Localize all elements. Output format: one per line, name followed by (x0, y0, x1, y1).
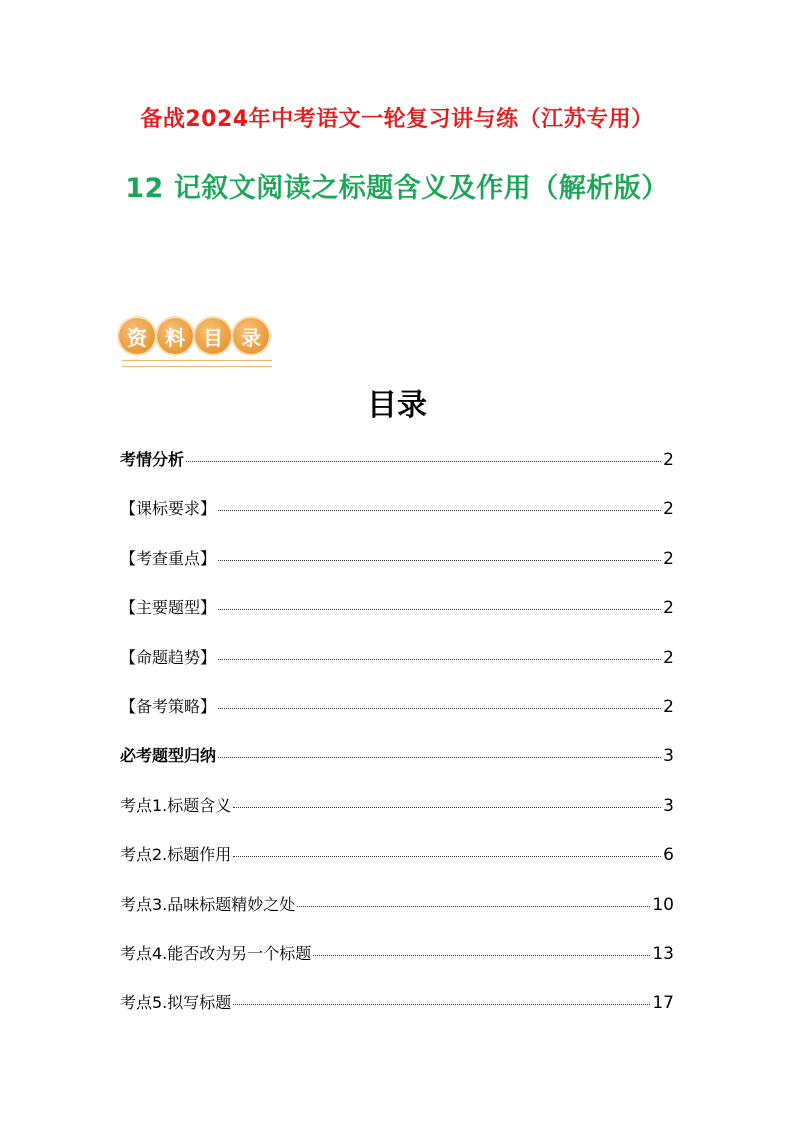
series-title: 备战2024年中考语文一轮复习讲与练（江苏专用） (140, 107, 654, 132)
toc-entry-label: 考点1.标题含义 (120, 795, 232, 815)
toc-entry[interactable] (120, 447, 674, 496)
toc-entry-label: 考点5.拟写标题 (120, 993, 232, 1013)
toc-entry-page: 6 (663, 845, 674, 866)
dot-leader (297, 906, 650, 907)
dot-leader (313, 955, 650, 956)
dot-leader (218, 609, 661, 610)
toc-entry-label: 【命题趋势】 (120, 647, 217, 667)
dot-leader (218, 659, 661, 660)
toc-entry[interactable] (120, 743, 674, 792)
dot-leader (186, 461, 661, 462)
toc-entry[interactable] (120, 793, 674, 842)
toc-entry[interactable] (120, 645, 674, 694)
dot-leader (218, 510, 661, 511)
toc-entry[interactable] (120, 990, 674, 1039)
toc-entry-page: 10 (652, 894, 674, 915)
toc-entry-label: 【备考策略】 (120, 696, 217, 716)
toc-heading: 目录 (367, 388, 427, 423)
toc-entry-label: 考点4.能否改为另一个标题 (120, 943, 312, 963)
toc-entry-label: 考情分析 (120, 450, 185, 469)
table-of-contents (120, 447, 674, 1040)
toc-entry[interactable] (120, 496, 674, 545)
dot-leader (218, 708, 661, 709)
toc-entry[interactable] (120, 546, 674, 595)
toc-entry-page: 2 (663, 450, 674, 470)
badge-char: 录 (233, 318, 269, 354)
toc-entry-page: 3 (663, 795, 674, 816)
toc-entry-label: 【课标要求】 (120, 499, 217, 519)
toc-entry-label: 必考题型归纳 (120, 746, 217, 766)
dot-leader (218, 560, 661, 561)
contents-badge (119, 318, 269, 354)
badge-char: 料 (157, 318, 193, 354)
toc-entry-label: 【考查重点】 (120, 548, 217, 568)
toc-entry-label: 【主要题型】 (120, 598, 217, 618)
toc-entry-page: 2 (663, 647, 674, 668)
toc-entry-page: 3 (663, 746, 674, 767)
toc-entry[interactable] (120, 694, 674, 743)
toc-entry-page: 2 (663, 598, 674, 619)
document-title: 12 记叙文阅读之标题含义及作用（解析版） (125, 173, 669, 204)
toc-entry-page: 17 (652, 993, 674, 1014)
toc-entry-label: 考点2.标题作用 (120, 845, 232, 865)
dot-leader (233, 856, 661, 857)
badge-char: 资 (119, 318, 155, 354)
toc-entry-page: 2 (663, 548, 674, 569)
toc-entry-page: 2 (663, 499, 674, 520)
dot-leader (233, 807, 661, 808)
toc-entry[interactable] (120, 941, 674, 990)
toc-entry-label: 考点3.品味标题精妙之处 (120, 894, 296, 914)
dot-leader (218, 757, 661, 758)
toc-entry[interactable] (120, 892, 674, 941)
toc-entry-page: 2 (663, 696, 674, 717)
badge-char: 目 (195, 318, 231, 354)
toc-entry-page: 13 (652, 943, 674, 964)
dot-leader (233, 1004, 650, 1005)
toc-entry[interactable] (120, 842, 674, 891)
toc-entry[interactable] (120, 595, 674, 644)
badge-underline (122, 360, 272, 367)
